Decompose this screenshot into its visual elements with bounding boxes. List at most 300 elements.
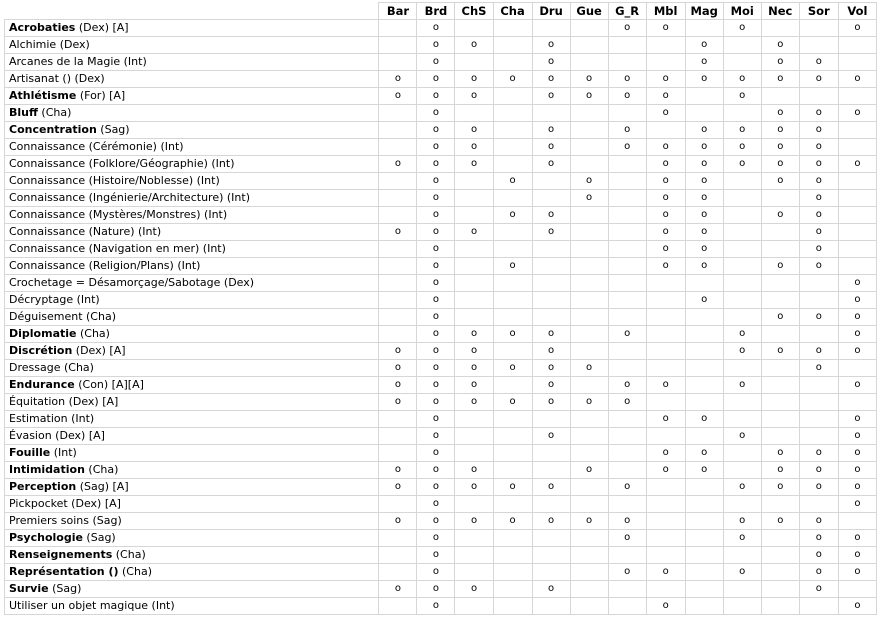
class-skill-mark: o (417, 258, 455, 275)
skill-name-cell (5, 462, 379, 479)
empty-cell (761, 377, 799, 394)
class-skill-mark: o (723, 479, 761, 496)
empty-cell (646, 326, 685, 343)
skill-name-cell (5, 105, 379, 122)
empty-cell (608, 241, 646, 258)
empty-cell (838, 54, 876, 71)
class-skill-mark: o (417, 122, 455, 139)
class-skill-mark: o (761, 479, 799, 496)
class-skill-mark: o (417, 428, 455, 445)
skill-name-cell (5, 190, 379, 207)
class-skill-mark: o (608, 513, 646, 530)
class-skill-mark: o (799, 139, 838, 156)
skill-attribute: (Dex) [A] (75, 21, 129, 34)
empty-cell (570, 547, 608, 564)
empty-cell (493, 445, 532, 462)
empty-cell (723, 258, 761, 275)
skill-name-cell (5, 207, 379, 224)
skill-attribute: (Cha) (76, 327, 110, 340)
skill-name-cell (5, 173, 379, 190)
skill-name: Endurance (9, 378, 75, 391)
class-skill-mark: o (799, 309, 838, 326)
empty-cell (532, 241, 570, 258)
empty-cell (646, 496, 685, 513)
empty-cell (493, 241, 532, 258)
class-skill-mark: o (723, 139, 761, 156)
skill-attribute: (Sag) [A] (76, 480, 129, 493)
class-skill-mark: o (493, 71, 532, 88)
empty-cell (761, 428, 799, 445)
empty-cell (646, 581, 685, 598)
empty-cell (723, 547, 761, 564)
class-skill-mark: o (685, 224, 723, 241)
skill-name-cell (5, 394, 379, 411)
table-row (5, 411, 877, 428)
empty-cell (685, 513, 723, 530)
empty-cell (723, 598, 761, 615)
class-skill-mark: o (532, 343, 570, 360)
class-skill-mark: o (417, 139, 455, 156)
skill-attribute: (Sag) (48, 582, 82, 595)
table-row (5, 122, 877, 139)
empty-cell (493, 411, 532, 428)
skill-name-cell (5, 479, 379, 496)
empty-cell (799, 37, 838, 54)
empty-cell (838, 122, 876, 139)
class-skill-mark: o (379, 360, 417, 377)
empty-cell (608, 156, 646, 173)
empty-cell (646, 530, 685, 547)
skill-name-cell (5, 564, 379, 581)
empty-cell (838, 513, 876, 530)
class-skill-mark: o (761, 139, 799, 156)
class-skill-mark: o (455, 156, 493, 173)
class-skill-mark: o (455, 462, 493, 479)
empty-cell (799, 428, 838, 445)
class-skill-mark: o (455, 513, 493, 530)
table-row (5, 479, 877, 496)
class-skill-mark: o (417, 54, 455, 71)
skill-name: Connaissance (Ingénierie/Architecture) (Int) (9, 191, 250, 204)
skill-name: Représentation () (9, 565, 119, 578)
class-skill-mark: o (723, 156, 761, 173)
skill-name: Connaissance (Histoire/Noblesse) (Int) (9, 174, 220, 187)
empty-cell (570, 275, 608, 292)
class-skill-mark: o (646, 598, 685, 615)
class-skill-mark: o (417, 411, 455, 428)
empty-cell (685, 598, 723, 615)
empty-cell (838, 139, 876, 156)
empty-cell (799, 292, 838, 309)
class-skill-mark: o (417, 462, 455, 479)
empty-cell (685, 581, 723, 598)
empty-cell (379, 326, 417, 343)
empty-cell (685, 105, 723, 122)
class-skill-mark: o (646, 224, 685, 241)
empty-cell (455, 292, 493, 309)
empty-cell (723, 394, 761, 411)
class-skill-mark: o (646, 88, 685, 105)
class-skill-mark: o (723, 377, 761, 394)
class-skill-mark: o (838, 275, 876, 292)
header-row (5, 3, 877, 20)
empty-cell (455, 20, 493, 37)
empty-cell (646, 394, 685, 411)
empty-cell (493, 530, 532, 547)
class-skill-mark: o (570, 71, 608, 88)
skill-name-cell (5, 496, 379, 513)
class-skill-mark: o (417, 343, 455, 360)
empty-cell (493, 139, 532, 156)
skill-name-cell (5, 445, 379, 462)
class-skill-mark: o (379, 224, 417, 241)
class-skill-mark: o (799, 224, 838, 241)
class-skill-mark: o (799, 360, 838, 377)
class-skill-mark: o (493, 513, 532, 530)
class-skill-mark: o (838, 292, 876, 309)
class-skill-mark: o (799, 258, 838, 275)
empty-cell (493, 224, 532, 241)
empty-cell (570, 530, 608, 547)
class-skill-mark: o (761, 445, 799, 462)
class-skill-mark: o (799, 190, 838, 207)
skill-attribute: (Sag) (82, 531, 116, 544)
class-skill-mark: o (799, 462, 838, 479)
empty-cell (761, 530, 799, 547)
skill-attribute: (Cha) (37, 106, 72, 119)
class-skill-mark: o (723, 326, 761, 343)
table-row (5, 513, 877, 530)
class-skill-mark: o (417, 496, 455, 513)
class-skill-mark: o (570, 190, 608, 207)
empty-cell (608, 343, 646, 360)
empty-cell (455, 547, 493, 564)
empty-cell (723, 411, 761, 428)
skill-name-cell (5, 598, 379, 615)
empty-cell (570, 598, 608, 615)
skill-name-cell (5, 513, 379, 530)
class-skill-mark: o (646, 20, 685, 37)
empty-cell (570, 326, 608, 343)
class-skill-mark: o (455, 326, 493, 343)
empty-cell (493, 462, 532, 479)
class-skill-mark: o (532, 479, 570, 496)
class-skill-mark: o (761, 54, 799, 71)
class-skill-mark: o (455, 343, 493, 360)
empty-cell (761, 241, 799, 258)
class-skill-mark: o (417, 71, 455, 88)
empty-cell (570, 54, 608, 71)
empty-cell (646, 428, 685, 445)
empty-cell (838, 360, 876, 377)
class-skill-mark: o (838, 462, 876, 479)
empty-cell (493, 309, 532, 326)
table-row (5, 462, 877, 479)
empty-cell (761, 394, 799, 411)
class-skill-mark: o (723, 71, 761, 88)
empty-cell (723, 360, 761, 377)
class-skill-mark: o (761, 462, 799, 479)
empty-cell (799, 496, 838, 513)
skill-name: Connaissance (Mystères/Monstres) (Int) (9, 208, 228, 221)
class-skill-mark: o (379, 394, 417, 411)
class-skill-mark: o (417, 105, 455, 122)
table-row (5, 71, 877, 88)
skill-name: Concentration (9, 123, 97, 136)
empty-cell (570, 105, 608, 122)
class-skill-mark: o (417, 156, 455, 173)
class-skill-mark: o (799, 479, 838, 496)
empty-cell (608, 445, 646, 462)
empty-cell (532, 258, 570, 275)
empty-cell (761, 547, 799, 564)
skill-name-cell (5, 224, 379, 241)
empty-cell (723, 496, 761, 513)
empty-cell (799, 598, 838, 615)
empty-cell (455, 105, 493, 122)
empty-cell (455, 173, 493, 190)
class-skill-mark: o (646, 190, 685, 207)
class-skill-mark: o (417, 360, 455, 377)
class-skill-mark: o (723, 513, 761, 530)
empty-cell (379, 37, 417, 54)
empty-cell (838, 37, 876, 54)
empty-cell (608, 207, 646, 224)
empty-cell (646, 292, 685, 309)
table-row (5, 394, 877, 411)
table-row (5, 37, 877, 54)
class-skill-mark: o (799, 547, 838, 564)
skill-name-cell (5, 139, 379, 156)
empty-cell (646, 37, 685, 54)
empty-cell (379, 241, 417, 258)
empty-cell (646, 309, 685, 326)
empty-cell (685, 547, 723, 564)
class-skill-mark: o (608, 122, 646, 139)
class-skill-mark: o (685, 411, 723, 428)
skill-name: Connaissance (Folklore/Géographie) (Int) (9, 157, 235, 170)
empty-cell (570, 479, 608, 496)
empty-cell (570, 496, 608, 513)
column-header: Bar (379, 3, 417, 20)
skill-name: Survie (9, 582, 49, 595)
empty-cell (608, 173, 646, 190)
empty-cell (493, 581, 532, 598)
empty-cell (838, 224, 876, 241)
empty-cell (570, 258, 608, 275)
class-skill-mark: o (532, 54, 570, 71)
skill-name-cell (5, 54, 379, 71)
table-row (5, 224, 877, 241)
class-skill-mark: o (685, 71, 723, 88)
empty-cell (570, 20, 608, 37)
class-skill-mark: o (455, 122, 493, 139)
class-skill-mark: o (493, 360, 532, 377)
class-skill-mark: o (838, 326, 876, 343)
empty-cell (723, 445, 761, 462)
skill-name-cell (5, 275, 379, 292)
table-row (5, 275, 877, 292)
class-skill-mark: o (838, 496, 876, 513)
class-skill-mark: o (417, 598, 455, 615)
skills-table-body (5, 20, 877, 615)
skills-table (4, 2, 877, 615)
skill-name: Utiliser un objet magique (Int) (9, 599, 175, 612)
class-skill-mark: o (417, 309, 455, 326)
table-row (5, 326, 877, 343)
empty-cell (379, 445, 417, 462)
empty-cell (608, 258, 646, 275)
class-skill-mark: o (685, 207, 723, 224)
empty-cell (838, 394, 876, 411)
class-skill-mark: o (799, 105, 838, 122)
class-skill-mark: o (723, 20, 761, 37)
skill-attribute: (Sag) (96, 123, 130, 136)
class-skill-mark: o (646, 411, 685, 428)
class-skill-mark: o (723, 122, 761, 139)
empty-cell (646, 547, 685, 564)
empty-cell (379, 139, 417, 156)
empty-cell (379, 105, 417, 122)
empty-cell (685, 394, 723, 411)
empty-cell (570, 156, 608, 173)
skill-attribute: (Cha) (112, 548, 146, 561)
empty-cell (838, 207, 876, 224)
empty-cell (799, 20, 838, 37)
skill-name: Alchimie (Dex) (9, 38, 90, 51)
class-skill-mark: o (493, 394, 532, 411)
corner-cell (5, 3, 379, 20)
empty-cell (379, 428, 417, 445)
skill-name-cell (5, 530, 379, 547)
table-row (5, 88, 877, 105)
empty-cell (723, 462, 761, 479)
class-skill-mark: o (570, 173, 608, 190)
table-row (5, 445, 877, 462)
skill-name-cell (5, 547, 379, 564)
empty-cell (379, 496, 417, 513)
class-skill-mark: o (379, 513, 417, 530)
empty-cell (646, 343, 685, 360)
empty-cell (493, 275, 532, 292)
empty-cell (379, 190, 417, 207)
skill-name-cell (5, 343, 379, 360)
empty-cell (608, 462, 646, 479)
empty-cell (685, 360, 723, 377)
class-skill-mark: o (838, 411, 876, 428)
class-skill-mark: o (723, 343, 761, 360)
empty-cell (608, 428, 646, 445)
class-skill-mark: o (838, 530, 876, 547)
class-skill-mark: o (417, 564, 455, 581)
column-header: Mbl (646, 3, 685, 20)
empty-cell (493, 547, 532, 564)
class-skill-mark: o (685, 258, 723, 275)
empty-cell (493, 343, 532, 360)
class-skill-mark: o (838, 309, 876, 326)
skill-attribute: (Con) [A][A] (74, 378, 144, 391)
class-skill-mark: o (799, 54, 838, 71)
empty-cell (608, 581, 646, 598)
empty-cell (723, 581, 761, 598)
empty-cell (838, 173, 876, 190)
empty-cell (570, 564, 608, 581)
class-skill-mark: o (685, 190, 723, 207)
skill-name: Connaissance (Navigation en mer) (Int) (9, 242, 226, 255)
empty-cell (570, 411, 608, 428)
empty-cell (532, 530, 570, 547)
empty-cell (379, 598, 417, 615)
class-skill-mark: o (685, 37, 723, 54)
empty-cell (532, 275, 570, 292)
empty-cell (570, 428, 608, 445)
empty-cell (570, 581, 608, 598)
skill-name: Discrétion (9, 344, 73, 357)
empty-cell (570, 309, 608, 326)
empty-cell (455, 445, 493, 462)
class-skill-mark: o (608, 71, 646, 88)
empty-cell (799, 377, 838, 394)
skill-attribute: (Dex) [A] (72, 344, 126, 357)
empty-cell (455, 241, 493, 258)
empty-cell (379, 530, 417, 547)
empty-cell (493, 496, 532, 513)
class-skill-mark: o (761, 156, 799, 173)
class-skill-mark: o (417, 241, 455, 258)
class-skill-mark: o (455, 37, 493, 54)
class-skill-mark: o (646, 241, 685, 258)
class-skill-mark: o (493, 326, 532, 343)
skill-name-cell (5, 156, 379, 173)
column-header: Moi (723, 3, 761, 20)
skill-name: Intimidation (9, 463, 85, 476)
skill-name-cell (5, 20, 379, 37)
skill-name: Artisanat () (Dex) (9, 72, 105, 85)
class-skill-mark: o (838, 547, 876, 564)
class-skill-mark: o (455, 394, 493, 411)
empty-cell (379, 309, 417, 326)
table-row (5, 139, 877, 156)
class-skill-mark: o (379, 156, 417, 173)
class-skill-mark: o (799, 207, 838, 224)
skill-name: Acrobaties (9, 21, 76, 34)
empty-cell (455, 598, 493, 615)
class-skill-mark: o (417, 20, 455, 37)
class-skill-mark: o (761, 258, 799, 275)
class-skill-mark: o (685, 173, 723, 190)
table-row (5, 377, 877, 394)
skill-name-cell (5, 122, 379, 139)
empty-cell (379, 411, 417, 428)
empty-cell (493, 377, 532, 394)
class-skill-mark: o (417, 326, 455, 343)
empty-cell (379, 564, 417, 581)
skill-name-cell (5, 581, 379, 598)
empty-cell (685, 428, 723, 445)
class-skill-mark: o (723, 88, 761, 105)
class-skill-mark: o (417, 445, 455, 462)
empty-cell (723, 275, 761, 292)
empty-cell (838, 241, 876, 258)
skill-name: Décryptage (Int) (9, 293, 100, 306)
class-skill-mark: o (455, 88, 493, 105)
empty-cell (761, 598, 799, 615)
empty-cell (532, 411, 570, 428)
table-row (5, 207, 877, 224)
class-skill-mark: o (646, 71, 685, 88)
empty-cell (761, 411, 799, 428)
empty-cell (685, 326, 723, 343)
